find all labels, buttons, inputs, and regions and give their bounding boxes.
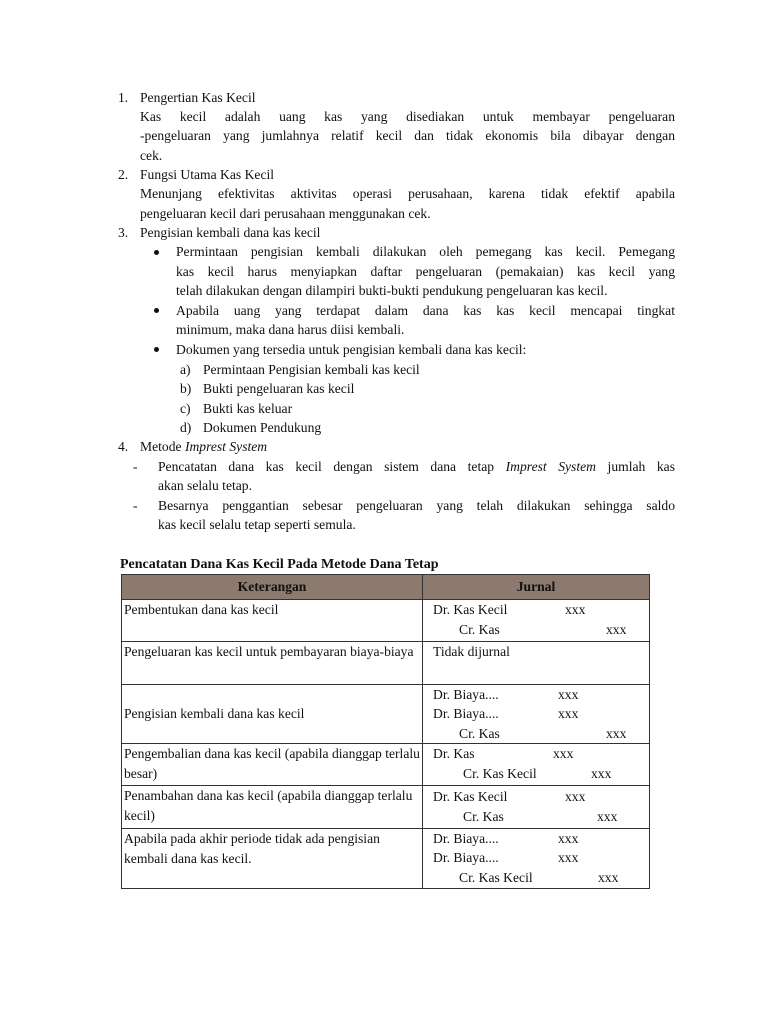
journal-account: Dr. Kas [433,746,475,761]
jurnal-cell [423,786,650,829]
journal-amount: xxx [606,622,627,637]
bullet-icon [154,308,159,313]
list-item: Bukti pengeluaran kas kecil [203,381,355,396]
journal-account: Cr. Kas [459,726,500,741]
table-row [122,829,650,889]
jurnal-cell [423,829,650,889]
bullet-line: Dokumen yang tersedia untuk pengisian kembali dana kas kecil: [176,342,527,357]
bullet-line: minimum, maka dana harus diisi kembali. [176,322,405,337]
paragraph-line: Kas kecil adalah uang kas yang disediakan untuk membayar pengeluaran [140,109,675,124]
journal-account: Tidak dijurnal [433,644,510,659]
journal-amount: xxx [597,809,618,824]
table-row [122,642,650,685]
journal-account: Dr. Kas Kecil [433,602,508,617]
journal-account: Dr. Biaya.... [433,831,499,846]
keterangan-cell: Pengeluaran kas kecil untuk pembayaran biaya-biaya [122,642,423,685]
dash-marker: - [133,459,138,474]
journal-amount: xxx [565,789,586,804]
journal-table [121,574,650,889]
keterangan-cell: Pengisian kembali dana kas kecil [122,685,423,744]
section-number: 3. [118,225,129,240]
dash-line: akan selalu tetap. [158,478,252,493]
table-row [122,786,650,829]
section-title: Metode Imprest System [140,439,268,454]
keterangan-cell: Penambahan dana kas kecil (apabila dianggap terlalu kecil) [122,786,423,829]
list-item: Bukti kas keluar [203,401,293,416]
list-letter: b) [180,381,192,396]
jurnal-cell [423,642,650,685]
table-row [122,744,650,786]
header-keterangan: Keterangan [122,575,423,600]
journal-account: Dr. Kas Kecil [433,789,508,804]
list-item: Dokumen Pendukung [203,420,322,435]
journal-account: Dr. Biaya.... [433,850,499,865]
jurnal-cell [423,744,650,786]
journal-amount: xxx [565,602,586,617]
dash-line: Besarnya penggantian sebesar pengeluaran yang telah dilakukan sehingga saldo [158,498,675,513]
journal-amount: xxx [553,746,574,761]
bullet-line: Permintaan pengisian kembali dilakukan oleh pemegang kas kecil. Pemegang [176,244,675,259]
section-title: Fungsi Utama Kas Kecil [140,167,275,182]
bullet-line: kas kecil harus menyiapkan daftar pengeluaran (pemakaian) kas kecil yang [176,264,675,279]
dash-marker: - [133,498,138,513]
section-title: Pengisian kembali dana kas kecil [140,225,321,240]
keterangan-cell: Pengembalian dana kas kecil (apabila dianggap terlalu besar) [122,744,423,786]
table-title: Pencatatan Dana Kas Kecil Pada Metode Dana Tetap [120,557,439,572]
journal-amount: xxx [558,706,579,721]
bullet-icon [154,250,159,255]
paragraph-line: pengeluaran kecil dari perusahaan menggunakan cek. [140,206,431,221]
section-number: 2. [118,167,129,182]
paragraph-line: -pengeluaran yang jumlahnya relatif kecil dan tidak ekonomis bila dibayar dengan [140,128,675,143]
journal-account: Cr. Kas [459,622,500,637]
journal-account: Cr. Kas Kecil [463,766,537,781]
keterangan-cell: Pembentukan dana kas kecil [122,600,423,642]
list-letter: c) [180,401,191,416]
table-header-row [122,575,650,600]
header-jurnal: Jurnal [423,575,650,600]
journal-account: Dr. Biaya.... [433,687,499,702]
journal-account: Cr. Kas Kecil [459,870,533,885]
paragraph-line: Menunjang efektivitas aktivitas operasi perusahaan, karena tidak efektif apabila [140,186,675,201]
journal-amount: xxx [558,850,579,865]
section-number: 1. [118,90,129,105]
list-letter: a) [180,362,191,377]
list-letter: d) [180,420,192,435]
bullet-line: Apabila uang yang terdapat dalam dana kas kas kecil mencapai tingkat [176,303,675,318]
journal-amount: xxx [598,870,619,885]
journal-account: Dr. Biaya.... [433,706,499,721]
journal-amount: xxx [558,831,579,846]
jurnal-cell [423,600,650,642]
bullet-icon [154,347,159,352]
keterangan-cell: Apabila pada akhir periode tidak ada pengisian kembali dana kas kecil. [122,829,423,889]
paragraph-line: cek. [140,148,163,163]
bullet-line: telah dilakukan dengan dilampiri bukti-bukti pendukung pengeluaran kas kecil. [176,283,608,298]
journal-amount: xxx [591,766,612,781]
list-item: Permintaan Pengisian kembali kas kecil [203,362,420,377]
dash-line: kas kecil selalu tetap seperti semula. [158,517,356,532]
section-title: Pengertian Kas Kecil [140,90,256,105]
journal-amount: xxx [606,726,627,741]
journal-account: Cr. Kas [463,809,504,824]
journal-amount: xxx [558,687,579,702]
jurnal-cell [423,685,650,744]
table-row [122,685,650,744]
section-number: 4. [118,439,129,454]
table-row [122,600,650,642]
dash-line: Pencatatan dana kas kecil dengan sistem dana tetap Imprest System jumlah kas [158,459,675,474]
